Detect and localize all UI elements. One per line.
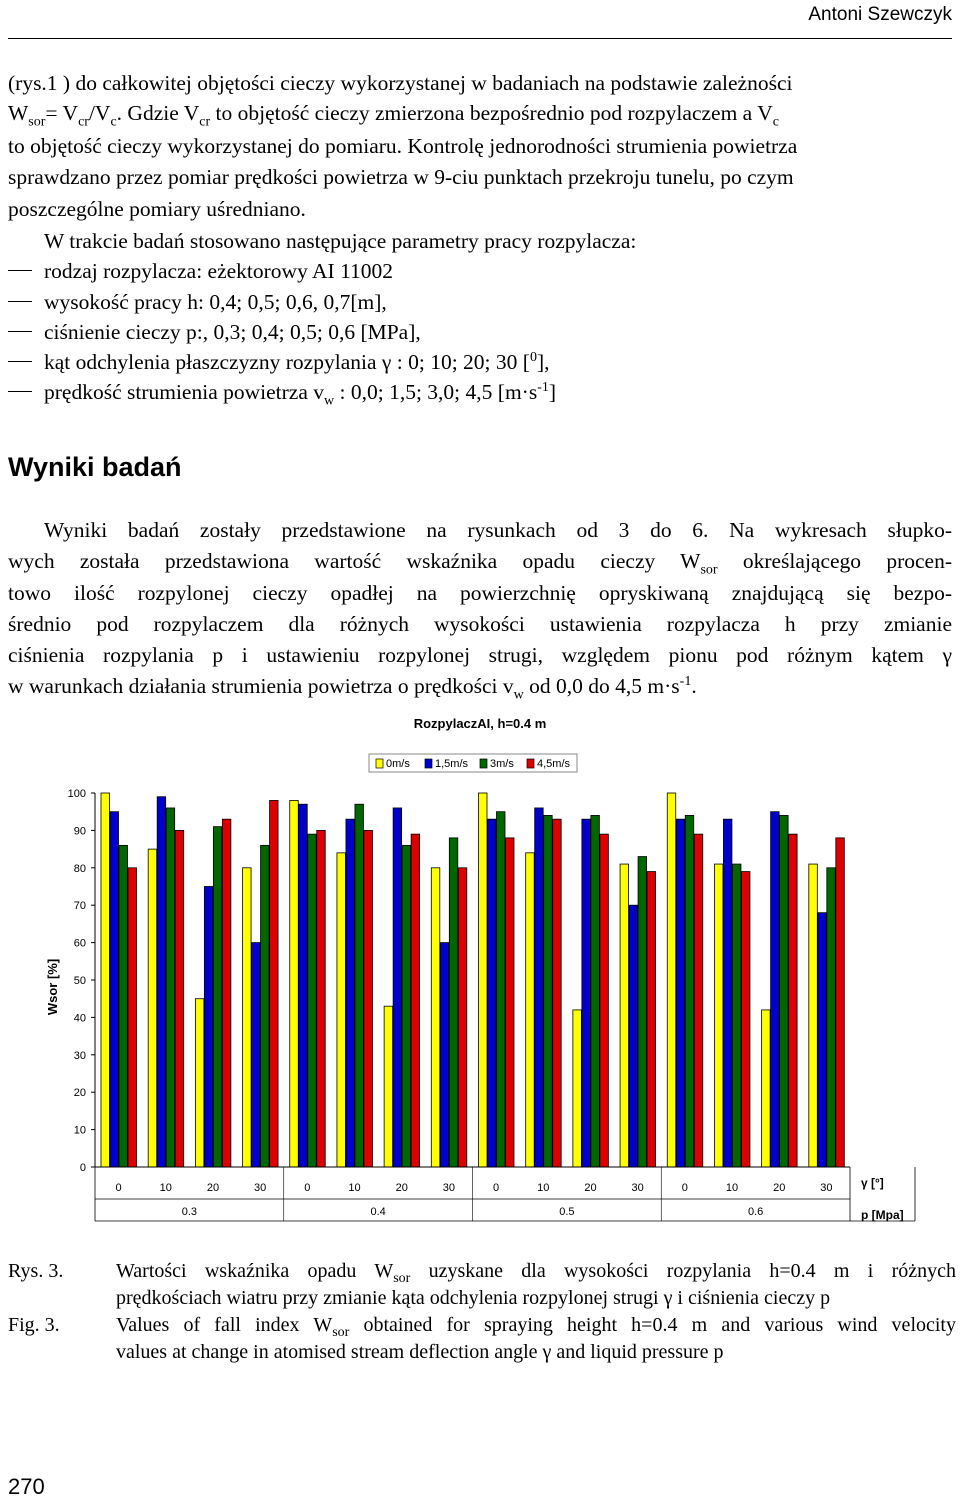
chart-legend	[369, 754, 577, 772]
bar	[638, 857, 647, 1167]
bar	[299, 804, 308, 1167]
bar	[440, 943, 449, 1167]
legend-swatch	[480, 759, 487, 768]
bar	[827, 868, 836, 1167]
chart-title: RozpylaczAI, h=0.4 m	[413, 716, 547, 731]
caption-text-pl-1: Wartości wskaźnika opadu $W_{sor}$ uzyskane dla wysokości rozpylania h=0.4 m i różnych	[116, 1260, 956, 1286]
y-tick-label: 30	[73, 1049, 86, 1062]
list-dash	[8, 270, 32, 271]
header-rule	[8, 38, 952, 39]
caption-text-en-1: Values of fall index $W_{sor}$ obtained for spraying height h=0.4 m and various wind velocity	[116, 1314, 956, 1340]
list-dash	[8, 301, 32, 302]
legend-label: 4,5m/s	[537, 758, 571, 770]
x-tick-label: 20	[395, 1182, 408, 1194]
bar	[544, 815, 553, 1167]
bar	[809, 864, 818, 1167]
bar	[582, 819, 591, 1167]
y-tick-label: 70	[73, 900, 86, 913]
bar	[600, 834, 609, 1167]
bar	[714, 864, 723, 1167]
bar	[676, 819, 685, 1167]
bar	[694, 834, 703, 1167]
x-group-label: 0.4	[370, 1206, 386, 1218]
bar-chart	[0, 705, 960, 1245]
x-group-label: 0.3	[181, 1206, 198, 1218]
results-line: w warunkach działania strumienia powietrza o prędkości $v_w$ od 0,0 do 4,5 $m\cdot s^{-1}$.	[8, 674, 697, 703]
bar	[411, 834, 420, 1167]
caption-text-pl-2: prędkościach wiatru przy zmianie kąta odchylenia rozpylonej strugi γ i ciśnienia cieczy p	[116, 1287, 831, 1309]
bar	[175, 830, 184, 1167]
bar	[261, 845, 270, 1167]
bar	[346, 819, 355, 1167]
bar	[789, 834, 798, 1167]
x-tick-label: 0	[681, 1182, 688, 1194]
x-tick-label: 20	[773, 1182, 786, 1194]
bar	[497, 812, 506, 1167]
bar	[157, 797, 166, 1167]
y-tick-label: 90	[73, 825, 86, 838]
legend-label: 3m/s	[490, 758, 514, 770]
param-item-nozzle: rodzaj rozpylacza: eżektorowy AI 11002	[44, 259, 394, 283]
legend-label: 1,5m/s	[435, 758, 469, 770]
results-line: wych została przedstawiona wartość wskaźnika opadu cieczy $W_{sor}$ określającego procen-	[8, 549, 952, 578]
bar	[213, 827, 222, 1167]
y-tick-label: 80	[73, 862, 86, 875]
y-axis-label: Wsor [%]	[45, 958, 60, 1016]
bar	[393, 808, 402, 1167]
x-tick-label: 10	[725, 1182, 739, 1194]
bars-layer	[101, 793, 844, 1167]
x-tick-label: 10	[537, 1182, 550, 1194]
bar	[355, 804, 364, 1167]
results-paragraph	[8, 515, 952, 703]
x-group-label: 0.5	[559, 1206, 575, 1218]
bar	[252, 943, 261, 1167]
bar	[573, 1010, 582, 1167]
bar	[402, 845, 411, 1167]
bar	[818, 913, 827, 1167]
bar	[458, 868, 467, 1167]
bar	[317, 830, 326, 1167]
legend-swatch	[376, 759, 383, 768]
x-tick-label: 20	[584, 1182, 597, 1194]
bar	[270, 800, 279, 1167]
bar	[243, 868, 252, 1167]
y-tick-label: 40	[73, 1012, 86, 1025]
bar	[449, 838, 458, 1167]
legend-label: 0m/s	[386, 758, 410, 770]
x-pressure-label: p [Mpa]	[861, 1208, 904, 1222]
list-dash	[8, 391, 32, 392]
x-tick-label: 30	[442, 1182, 456, 1194]
x-tick-label: 20	[206, 1182, 220, 1194]
bar	[526, 853, 535, 1167]
y-axis	[68, 788, 95, 1174]
bar	[308, 834, 317, 1167]
y-tick-label: 0	[79, 1162, 86, 1174]
bar	[591, 815, 600, 1167]
bar	[384, 1006, 393, 1167]
x-tick-label: 30	[820, 1182, 833, 1194]
bar	[836, 838, 845, 1167]
bar	[337, 853, 346, 1167]
bar	[535, 808, 544, 1167]
intro-line-4: sprawdzano przez pomiar prędkości powietrza w 9-ciu punktach przekroju tunelu, po czym	[8, 165, 794, 189]
bar	[290, 800, 299, 1167]
x-group-label: 0.6	[747, 1206, 764, 1218]
bar	[166, 808, 175, 1167]
bar	[128, 868, 137, 1167]
param-item-air-speed: prędkość strumienia powietrza $v_w$ : 0,0; 1,5; 3,0; 4,5 $[m\cdot s^{-1}]$	[44, 379, 557, 409]
bar	[431, 868, 440, 1167]
bar	[506, 838, 515, 1167]
bar	[685, 815, 694, 1167]
bar	[620, 864, 629, 1167]
bar	[723, 819, 732, 1167]
bar	[110, 812, 119, 1167]
legend-swatch	[527, 759, 534, 768]
results-line: ciśnienia rozpylania p i ustawieniu rozpylonej strugi, względem pionu pod różnym kątem γ	[8, 643, 952, 668]
section-heading: Wyniki badań	[8, 452, 182, 482]
params-intro: W trakcie badań stosowano następujące parametry pracy rozpylacza:	[44, 229, 637, 253]
results-line: towo ilość rozpylonej cieczy opadłej na powierzchnię opryskiwaną znajdującą się bezpo-	[8, 580, 952, 605]
bar	[204, 887, 213, 1168]
bar	[119, 845, 128, 1167]
y-tick-label: 20	[73, 1087, 86, 1100]
x-tick-label: 30	[254, 1182, 267, 1194]
page-number: 270	[8, 1474, 45, 1499]
caption-label-en: Fig. 3.	[8, 1314, 60, 1336]
bar	[771, 812, 780, 1167]
x-tick-label: 0	[493, 1182, 500, 1194]
list-dash	[8, 361, 32, 362]
bar	[741, 872, 750, 1167]
results-line: Wyniki badań zostały przedstawione na rysunkach od 3 do 6. Na wykresach słupko-	[44, 518, 952, 542]
bar	[488, 819, 497, 1167]
bar	[780, 815, 789, 1167]
bar	[222, 819, 231, 1167]
y-tick-label: 60	[73, 937, 86, 950]
intro-line-1: (rys.1 ) do całkowitej objętości cieczy wykorzystanej w badaniach na podstawie zależności	[8, 71, 793, 95]
bar	[647, 872, 656, 1167]
bar	[479, 793, 488, 1167]
bar	[762, 1010, 771, 1167]
bar	[364, 830, 373, 1167]
bar	[101, 793, 110, 1167]
caption-text-en-2: values at change in atomised stream deflection angle γ and liquid pressure p	[116, 1341, 724, 1363]
bar	[629, 905, 638, 1167]
running-header-author: Antoni Szewczyk	[808, 4, 952, 25]
bar	[148, 849, 157, 1167]
x-axis	[95, 1167, 915, 1221]
intro-line-3: to objętość cieczy wykorzystanej do pomiaru. Kontrolę jednorodności strumienia powietrza	[8, 134, 798, 158]
intro-line-2: $W_{sor}= V_{cr}/V_c$. Gdzie $V_{cr}$ to objętość cieczy zmierzona bezpośrednio pod rozpylaczem a $V_c$	[8, 101, 779, 130]
bar	[195, 999, 204, 1167]
results-line: średnio pod rozpylaczem dla różnych wysokości ustawienia rozpylacza h przy zmianie	[8, 611, 952, 636]
caption-label-pl: Rys. 3.	[8, 1260, 64, 1282]
x-tick-label: 10	[348, 1182, 361, 1194]
param-item-angle: kąt odchylenia płaszczyzny rozpylania γ : 0; 10; 20; 30 [$^0$],	[44, 349, 550, 374]
y-tick-label: 10	[73, 1124, 86, 1137]
x-tick-label: 30	[631, 1182, 644, 1194]
bar	[732, 864, 741, 1167]
x-tick-label: 10	[159, 1182, 172, 1194]
legend-swatch	[425, 759, 432, 768]
intro-line-5: poszczególne pomiary uśredniano.	[8, 197, 306, 221]
list-dash	[8, 331, 32, 332]
y-tick-label: 100	[67, 788, 86, 800]
x-angle-label: γ [°]	[861, 1176, 884, 1190]
bar	[667, 793, 676, 1167]
x-tick-label: 0	[115, 1182, 122, 1194]
bar	[553, 819, 562, 1167]
param-item-pressure: ciśnienie cieczy p:, 0,3; 0,4; 0,5; 0,6 [MPa],	[44, 320, 421, 344]
param-item-height: wysokość pracy h: 0,4; 0,5; 0,6, 0,7[m],	[44, 290, 387, 314]
y-tick-label: 50	[73, 975, 86, 987]
x-tick-label: 0	[304, 1182, 311, 1194]
